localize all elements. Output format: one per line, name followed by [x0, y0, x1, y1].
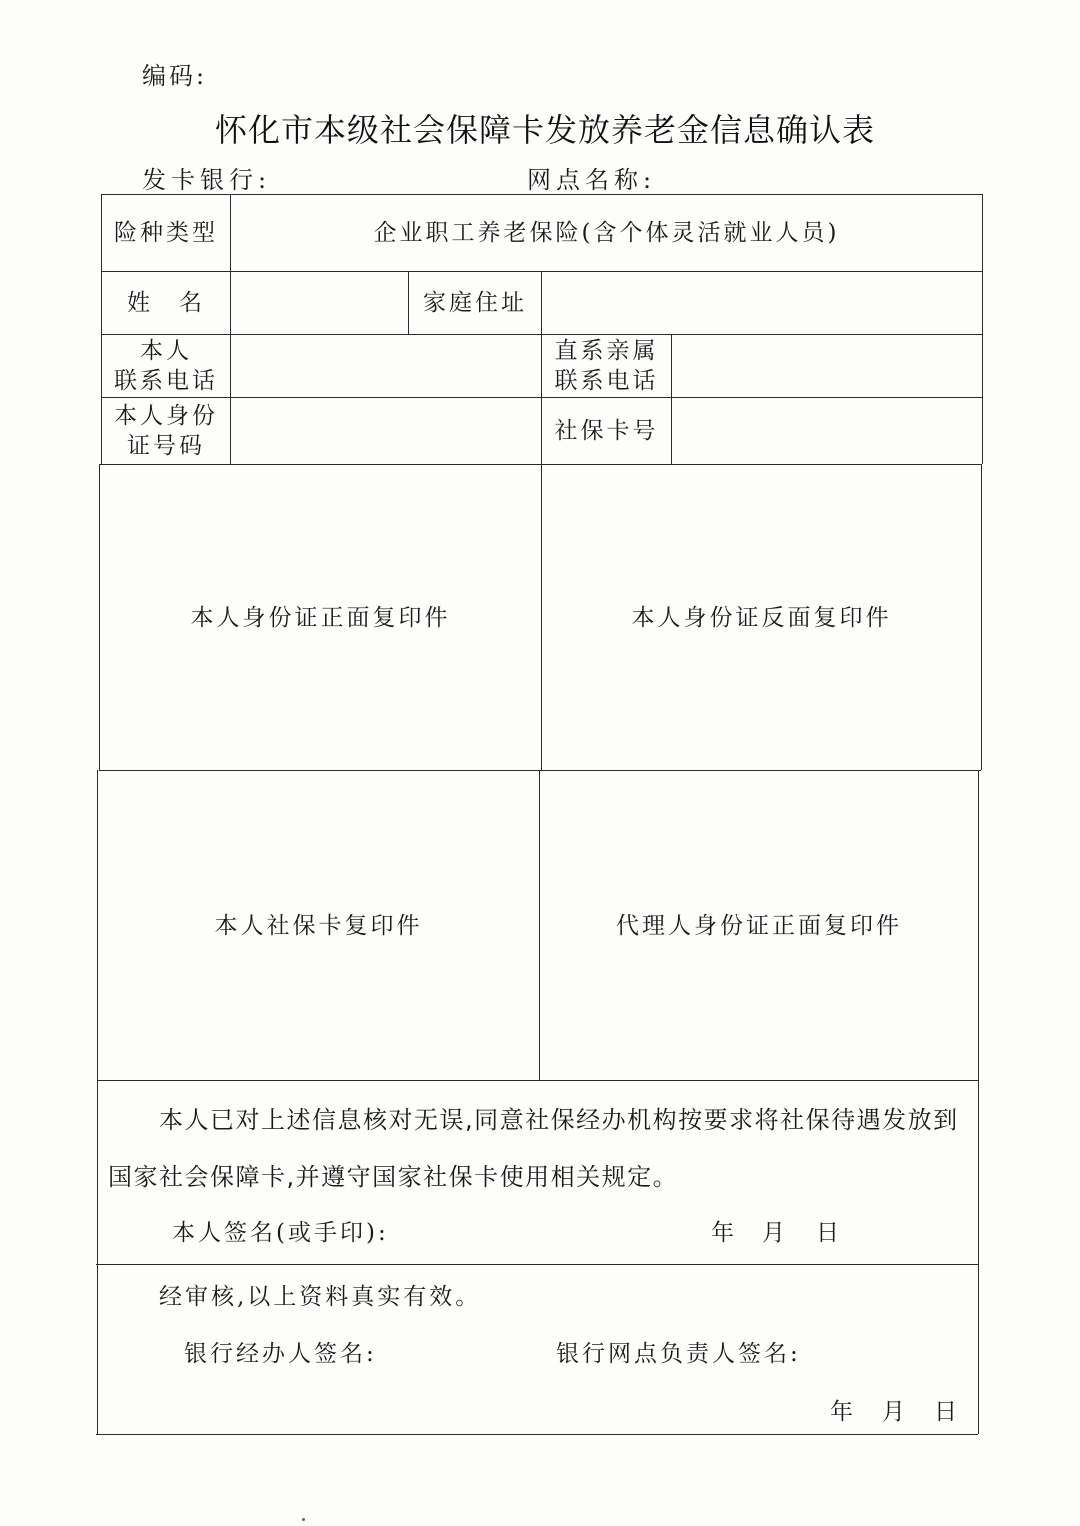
declaration-year: 年: [711, 1220, 737, 1246]
table-border-bottom: [96, 1434, 978, 1435]
card-number-field[interactable]: [672, 398, 982, 464]
name-label: 姓 名: [127, 290, 205, 316]
signature-label: 本人签名(或手印):: [172, 1220, 389, 1246]
row-divider: [97, 1080, 979, 1081]
insurance-type-label: 险种类型: [114, 220, 218, 246]
insurance-type-value: 企业职工养老保险(含个体灵活就业人员): [373, 220, 840, 246]
relative-phone-label-line1: 直系亲属: [554, 338, 659, 364]
issuing-bank-label: 发卡银行:: [142, 166, 272, 194]
id-number-field[interactable]: [231, 398, 541, 464]
declaration-day: 日: [816, 1220, 842, 1246]
branch-name-label: 网点名称:: [527, 166, 657, 194]
own-phone-label-line2: 联系电话: [114, 368, 218, 394]
declaration-month: 月: [762, 1220, 788, 1246]
address-field[interactable]: [542, 272, 982, 334]
relative-phone-label: [542, 335, 671, 397]
branch-manager-signature-label: 银行网点负责人签名:: [556, 1341, 801, 1367]
id-number-label-line1: 本人身份: [114, 403, 218, 429]
name-field[interactable]: [231, 272, 408, 334]
own-phone-label-line1: 本人: [140, 338, 192, 364]
scan-speck: [302, 1518, 305, 1521]
relative-phone-field[interactable]: [672, 335, 982, 397]
id-back-copy-area: 本人身份证反面复印件: [631, 604, 892, 631]
card-number-label: 社保卡号: [554, 418, 659, 444]
review-month: 月: [882, 1399, 908, 1425]
review-statement: 经审核,以上资料真实有效。: [159, 1284, 482, 1310]
review-year: 年: [830, 1399, 856, 1425]
table-border-right: [981, 464, 982, 770]
card-copy-area: 本人社保卡复印件: [214, 912, 423, 939]
id-front-copy-area: 本人身份证正面复印件: [190, 604, 451, 631]
table-border-right: [982, 194, 983, 464]
own-phone-label: [102, 335, 230, 397]
address-label: 家庭住址: [423, 290, 527, 316]
id-number-label-line2: 证号码: [127, 433, 205, 459]
table-border-right: [978, 770, 979, 1434]
declaration-line-1: 本人已对上述信息核对无误,同意社保经办机构按要求将社保待遇发放到: [159, 1106, 959, 1134]
bank-handler-signature-label: 银行经办人签名:: [184, 1341, 377, 1367]
own-phone-field[interactable]: [231, 335, 541, 397]
relative-phone-label-line2: 联系电话: [554, 368, 659, 394]
review-day: 日: [934, 1399, 960, 1425]
form-title: 怀化市本级社会保障卡发放养老金信息确认表: [214, 111, 875, 149]
declaration-line-2: 国家社会保障卡,并遵守国家社保卡使用相关规定。: [108, 1163, 679, 1191]
id-number-label: [102, 398, 230, 464]
code-label: 编码:: [142, 62, 208, 90]
agent-id-copy-area: 代理人身份证正面复印件: [616, 912, 902, 939]
row-divider: [96, 1264, 978, 1265]
